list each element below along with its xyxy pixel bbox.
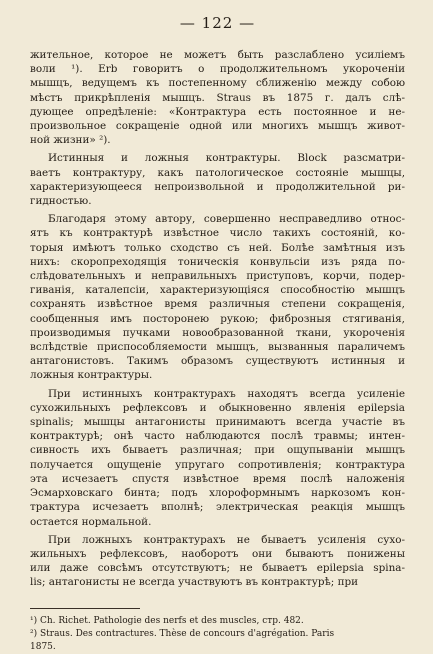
- text-line: ложныя контрактуры.: [30, 369, 153, 382]
- text-line: ваетъ контрактуру, какъ патологическое состояніе мышцы,: [30, 166, 405, 179]
- text-line: ной жизни» ²).: [30, 134, 111, 147]
- text-line: получается ощущеніе упругаго сопротивленія; контрактура: [30, 458, 405, 471]
- text-line: Истинныя и ложныя контрактуры. Block разсматри-: [48, 152, 405, 165]
- footnote-line: 1875.: [30, 641, 56, 652]
- text-line: остается нормальной.: [30, 515, 152, 528]
- text-line: мѣстъ прикрѣпленія мышцъ. Straus въ 1875 г. далъ слѣ-: [30, 91, 405, 104]
- text-line: дующее опредѣленіе: «Контрактура есть постоянное и не-: [30, 105, 405, 118]
- text-line: вслѣдствіе приспособляемости мышцъ, вызванныя параличемъ: [30, 341, 405, 354]
- text-line: мышцъ, ведущемъ къ постепенному сближенію между собою: [30, 77, 405, 90]
- text-line: сохранять извѣстное время различныя степени сокращенія,: [30, 298, 405, 311]
- text-line: произвольное сокращеніе одной или многихъ мышцъ живот-: [30, 120, 405, 133]
- text-line: гидностью.: [30, 195, 92, 208]
- paragraph: [30, 212, 405, 382]
- text-line: производимыя пучками новообразованной ткани, укороченія: [30, 326, 405, 339]
- text-line: lis; антагонисты не всегда участвуютъ въ контрактурѣ; при: [30, 576, 359, 589]
- text-line: эта исчезаетъ спустя извѣстное время послѣ наложенія: [30, 472, 405, 485]
- text-line: сухожильныхъ рефлексовъ и обыкновенно явленія epilepsia: [30, 401, 405, 414]
- text-line: или даже совсѣмъ отсутствуютъ; не бываетъ epilepsia spina-: [30, 562, 405, 575]
- text-line: жительное, которое не можетъ быть разслаблено усиліемъ: [30, 49, 405, 61]
- footnotes: [30, 615, 405, 654]
- text-line: воли ¹). Erb говоритъ о продолжительномъ укороченіи: [30, 63, 405, 76]
- text-line: нихъ: скоропреходящія тоническія конвульсіи изъ ряда по-: [30, 255, 405, 268]
- text-line: сообщенныя имъ посторонею рукою; фиброзныя стягиванія,: [30, 312, 405, 325]
- text-line: торыя имѣютъ только сходство съ ней. Болѣе замѣтныя изъ: [30, 241, 405, 254]
- footnote-line: ¹) Ch. Richet. Pathologie des nerfs et des muscles, стр. 482.: [30, 615, 304, 626]
- footnote-divider: [30, 608, 140, 609]
- text-line: контрактурѣ; онѣ часто наблюдаются послѣ травмы; интен-: [30, 430, 405, 443]
- text-line: трактура исчезаетъ вполнѣ; электрическая реакція мышцъ: [30, 501, 405, 514]
- text-line: гиванія, каталепсіи, характеризующіяся способностію мышцъ: [30, 284, 405, 297]
- paragraph: [30, 48, 405, 147]
- footnote-line: ²) Straus. Des contractures. Thèse de concours d'agrégation. Paris: [30, 628, 335, 639]
- body-text: [30, 48, 405, 590]
- text-line: жильныхъ рефлексовъ, наоборотъ они бываютъ понижены: [30, 547, 405, 560]
- paragraph: [30, 387, 405, 529]
- page-number: — 122 —: [179, 14, 256, 32]
- text-line: При истинныхъ контрактурахъ находятъ всегда усиленіе: [48, 387, 405, 400]
- text-line: При ложныхъ контрактурахъ не бываетъ усиленія сухо-: [48, 533, 405, 546]
- text-line: Благодаря этому автору, совершенно несправедливо относ-: [48, 213, 405, 226]
- text-line: Эсмарховскаго бинта; подъ хлороформнымъ наркозомъ кон-: [30, 487, 405, 500]
- text-line: сивность ихъ бываетъ различная; при ощупываніи мышцъ: [30, 444, 405, 457]
- paragraph: [30, 533, 405, 590]
- paragraph: [30, 151, 405, 208]
- text-line: spinalis; мышцы антагонисты принимаютъ всегда участіе въ: [30, 416, 405, 429]
- text-line: характеризующееся непроизвольной и продолжительной ри-: [30, 180, 405, 193]
- text-line: слѣдовательныхъ и неправильныхъ приступовъ, корчи, подер-: [30, 270, 405, 283]
- text-line: антагонистовъ. Такимъ образомъ существуютъ истинныя и: [30, 355, 405, 368]
- text-line: ятъ къ контрактурѣ извѣстное число такихъ состояній, ко-: [30, 227, 405, 240]
